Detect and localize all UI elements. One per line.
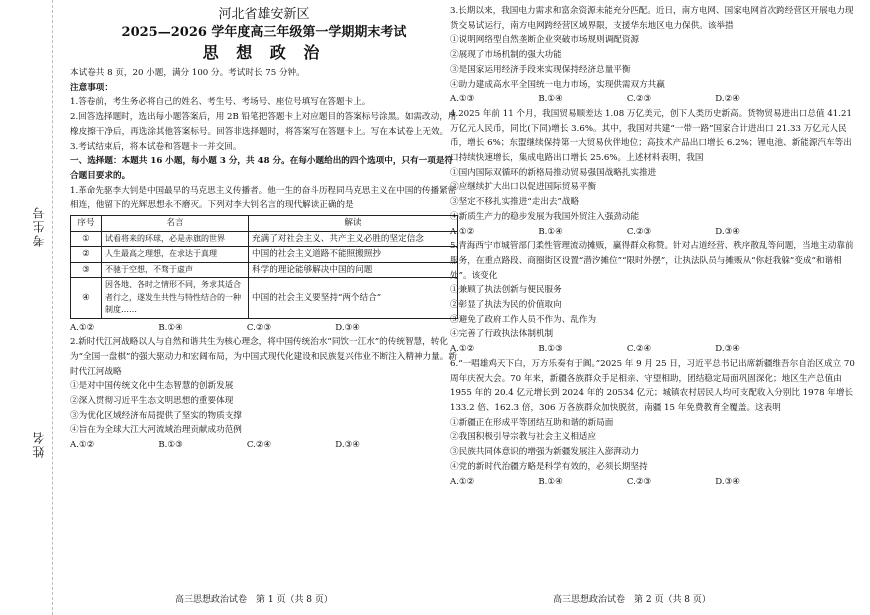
row-quote: 不驰于空想，不骛于虚声 bbox=[102, 262, 249, 278]
exam-number-label: 考生号 bbox=[32, 205, 46, 247]
option-c: C.②③ bbox=[626, 476, 652, 487]
choice-item: ②展现了市场机制的强大功能 bbox=[450, 50, 562, 61]
option-a: A.①② bbox=[70, 440, 95, 451]
question-3 bbox=[450, 4, 855, 107]
answer-options bbox=[450, 225, 740, 240]
notice-list bbox=[70, 95, 458, 154]
notice-item: 1.答卷前，考生务必将自己的姓名、考生号、考场号、座位号填写在答题卡上。 bbox=[70, 97, 371, 108]
option-a: A.①② bbox=[70, 322, 95, 333]
choice-item: ①兼顾了执法创新与便民服务 bbox=[450, 285, 562, 296]
option-b: B.①③ bbox=[538, 344, 563, 355]
question-1 bbox=[70, 184, 458, 336]
section-1-title: 一、选择题：本题共 16 小题，每小题 3 分，共 48 分。在每小题给出的四个选项中，只有一项是符合题目要求的。 bbox=[70, 156, 454, 181]
question-stem: 1.革命先驱李大钊是中国最早的马克思主义传播者。他一生的奋斗历程同马克思主义在中国的传播紧密相连，他留下的光辉思想永不磨灭。下列对李大钊名言的现代解读正确的是 bbox=[70, 185, 457, 211]
question-stem: 5.青海西宁市城管部门柔性管理流动摊贩，赢得群众称赞。针对占道经营、秩序散乱等问题，当地主动靠前服务，在重点路段、商圈街区设置“潜汐摊位”“限时外摆”，让执法队员与摊贩从“你赶我躲”变成“和谐相处”。该变化 bbox=[450, 241, 854, 281]
option-d: D.②④ bbox=[715, 94, 740, 105]
question-stem: 6.“一唱雄鸡天下白，万方乐奏有于阗。”2025 年 9 月 25 日，习近平总书记出席新疆维吾尔自治区成立 70 周年庆祝大会。70 年来，新疆各族群众手足相亲、守望相助，团结稳定局面巩固深化；地区生产总值由 1955 年的 20.4 亿元增长到 2024 年的 20534 亿元；城镇农村居民人均可支配收入分别比 1978 年增长 133.2 倍、162.3 倍，306 万各族群众加快脱贫，南疆 15 年免费教育全覆盖。这表明 bbox=[450, 358, 855, 413]
question-6 bbox=[450, 357, 855, 489]
answer-options bbox=[70, 438, 360, 453]
option-b: B.①④ bbox=[538, 94, 563, 105]
quote-table bbox=[70, 215, 458, 319]
row-interp: 中国的社会主义要坚持“两个结合” bbox=[249, 278, 458, 319]
option-c: C.②③ bbox=[626, 94, 652, 105]
choice-item: ②应继续扩大出口以促进国际贸易平衡 bbox=[450, 182, 597, 193]
choice-item: ②深入贯彻习近平生态文明思想的重要体现 bbox=[70, 396, 234, 407]
choice-item: ③是国家运用经济手段来实现保持经济总量平衡 bbox=[450, 64, 631, 75]
option-d: D.③④ bbox=[715, 226, 740, 237]
choice-item: ④旨在为全球大江大河流域治理贡献成功范例 bbox=[70, 425, 242, 436]
name-label: 姓名 bbox=[32, 430, 46, 458]
header-num: 序号 bbox=[71, 216, 102, 232]
notice-item: 2.回答选择题时，选出每小题答案后，用 2B 铅笔把答题卡上对应题目的答案标号涂黑。如需改动，用橡皮擦干净后，再选涂其他答案标号。回答非选择题时，将答案写在答题卡上。写在本试卷上无效。 bbox=[70, 112, 457, 137]
exam-region: 河北省雄安新区 bbox=[218, 7, 310, 22]
header-interp: 解读 bbox=[249, 216, 458, 232]
row-num: ④ bbox=[71, 278, 102, 319]
row-num: ② bbox=[71, 247, 102, 263]
choice-item: ①是对中国传统文化中生态智慧的创新发展 bbox=[70, 381, 234, 392]
row-interp: 中国的社会主义道路不能照搬照抄 bbox=[249, 247, 458, 263]
option-a: A.①② bbox=[450, 344, 475, 355]
question-stem: 3.长期以来，我国电力需求和富余资源未能充分匹配。近日，南方电网、国家电网首次跨经营区开展电力现货交易试运行，南方电网跨经营区域界限，支援华东地区电力保供。该举措 bbox=[450, 6, 854, 31]
option-d: D.③④ bbox=[715, 476, 740, 487]
option-d: D.③④ bbox=[715, 344, 740, 355]
question-stem: 2.新时代江河战略以人与自然和谐共生为核心理念，将中国传统治水“同饮一江水”的传统智慧，转化为“全国一盘棋”的强大驱动力和宏阔布局，为中国式现代化建设和民族复兴伟业不断注入精神力量。新时代江河战略 bbox=[70, 337, 457, 377]
choice-item: ③坚定不移扎实推进“走出去”战略 bbox=[450, 197, 580, 208]
option-a: A.①② bbox=[450, 476, 475, 487]
answer-options bbox=[450, 475, 740, 490]
option-b: B.①④ bbox=[538, 226, 563, 237]
option-b: B.①④ bbox=[538, 476, 563, 487]
subject-title: 思 想 政 治 bbox=[202, 43, 326, 62]
answer-options bbox=[450, 342, 740, 357]
choice-item: ④完善了行政执法体制机制 bbox=[450, 329, 554, 340]
option-a: A.①② bbox=[450, 226, 475, 237]
table-row bbox=[71, 262, 458, 278]
row-quote: 因各地、各时之情形不同，务求其适合者行之，遂发生共性与特性结合的一种制度…… bbox=[102, 278, 249, 319]
choice-item: ③为优化区域经济布局提供了坚实的物质支撑 bbox=[70, 410, 242, 421]
choice-item: ②彰显了执法为民的价值取向 bbox=[450, 300, 562, 311]
table-row bbox=[71, 278, 458, 319]
row-num: ① bbox=[71, 231, 102, 247]
table-row bbox=[71, 231, 458, 247]
option-d: D.③④ bbox=[335, 440, 360, 451]
question-4 bbox=[450, 107, 855, 239]
choice-item: ①说明网络型自然垄断企业突破市场规则调配资源 bbox=[450, 35, 640, 46]
option-a: A.①③ bbox=[450, 94, 475, 105]
notice-item: 3.考试结束后，将本试卷和答题卡一并交回。 bbox=[70, 141, 242, 152]
row-quote: 试看将来的环球，必是赤旗的世界 bbox=[102, 231, 249, 247]
table-header-row bbox=[71, 216, 458, 232]
option-b: B.①④ bbox=[158, 322, 183, 333]
option-c: C.②④ bbox=[246, 440, 272, 451]
exam-title: 2025—2026 学年度高三年级第一学期期末考试 bbox=[121, 25, 407, 40]
option-d: D.③④ bbox=[335, 322, 360, 333]
binding-margin bbox=[8, 0, 64, 615]
choice-item: ④新质生产力的稳步发展为我国外贸注入强劲动能 bbox=[450, 211, 640, 222]
answer-options bbox=[450, 92, 740, 107]
question-2 bbox=[70, 335, 458, 453]
answer-options bbox=[70, 321, 360, 336]
option-c: C.②③ bbox=[246, 322, 272, 333]
notice-title: 注意事项： bbox=[70, 82, 113, 93]
option-c: C.②④ bbox=[626, 344, 652, 355]
choice-item: ③避免了政府工作人员不作为、乱作为 bbox=[450, 314, 597, 325]
option-c: C.②③ bbox=[626, 226, 652, 237]
exam-info: 本试卷共 8 页，20 小题，满分 100 分。考试时长 75 分钟。 bbox=[70, 68, 305, 78]
row-interp: 科学的理论能够解决中国的问题 bbox=[249, 262, 458, 278]
cut-line bbox=[52, 0, 53, 615]
choice-item: ④助力建成高水平全国统一电力市场，实现供需双方共赢 bbox=[450, 79, 665, 90]
page-1-footer: 高三思想政治试卷 第 1 页（共 8 页） bbox=[175, 595, 333, 605]
row-quote: 人生最高之理想，在求达于真理 bbox=[102, 247, 249, 263]
page-1-column bbox=[70, 4, 458, 453]
choice-item: ③民族共同体意识的增强为新疆发展注入澎湃动力 bbox=[450, 447, 640, 458]
header-quote: 名言 bbox=[102, 216, 249, 232]
row-num: ③ bbox=[71, 262, 102, 278]
row-interp: 充满了对社会主义、共产主义必胜的坚定信念 bbox=[249, 231, 458, 247]
choice-item: ①新疆正在形成平等团结互助和谐的新局面 bbox=[450, 417, 614, 428]
page-2-footer: 高三思想政治试卷 第 2 页（共 8 页） bbox=[553, 595, 711, 605]
choice-item: ②我国积极引导宗教与社会主义相适应 bbox=[450, 432, 597, 443]
choice-item: ①国内国际双循环的新格局推动贸易强国战略扎实推进 bbox=[450, 167, 657, 178]
page-2-column bbox=[450, 4, 855, 489]
question-5 bbox=[450, 239, 855, 357]
table-row bbox=[71, 247, 458, 263]
option-b: B.①③ bbox=[158, 440, 183, 451]
question-stem: 4.2025 年前 11 个月，我国贸易顺差达 1.08 万亿美元，创下人类历史新高。货物贸易进出口总值 41.21 万亿元人民币，同比(下同)增长 3.6%。其中，我国对共建“一带一路”国家合计进出口 21.33 万亿元人民币，增长 6%；东盟继续保持第一大贸易伙伴地位；高技术产品出口增长 6.2%；锂电池、新能源汽车等出口持续快速增长，集成电路出口增长 25.6%。上述材料表明，我国 bbox=[450, 108, 852, 164]
choice-item: ④党的新时代治疆方略是科学有效的，必须长期坚持 bbox=[450, 461, 648, 472]
